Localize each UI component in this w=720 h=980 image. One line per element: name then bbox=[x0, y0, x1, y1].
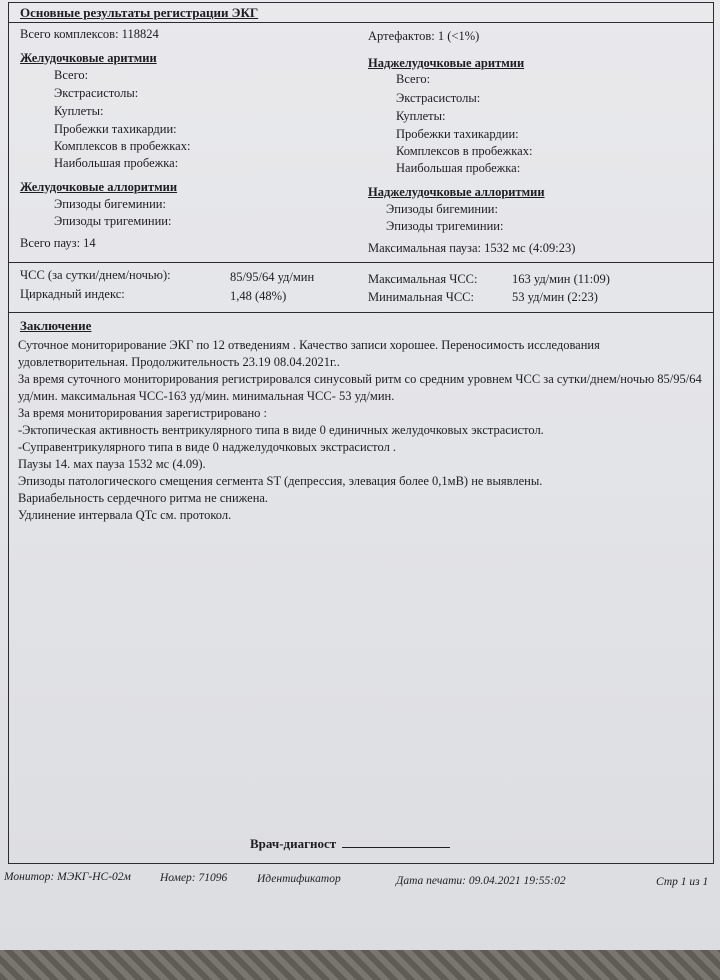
max-hr-value: 163 уд/мин (11:09) bbox=[512, 272, 610, 286]
supraventricular-allorhythmia-item: Эпизоды бигеминии: bbox=[386, 202, 498, 216]
conclusion-heading: Заключение bbox=[20, 318, 92, 333]
ventricular-allorhythmia-item: Эпизоды бигеминии: bbox=[54, 197, 166, 211]
conclusion-paragraph: За время мониторирования зарегистрировано : bbox=[18, 406, 268, 420]
summary-divider bbox=[8, 262, 714, 263]
signature-label: Врач-диагност bbox=[250, 836, 337, 851]
signature-line bbox=[342, 837, 450, 848]
conclusion-paragraph: -Суправентрикулярного типа в виде 0 наджелудочковых экстрасистол . bbox=[18, 440, 397, 454]
ventricular-allorhythmias-heading: Желудочковые аллоритмии bbox=[20, 180, 178, 194]
table-surface bbox=[0, 950, 720, 980]
supraventricular-arrhythmias-heading: Наджелудочковые аритмии bbox=[368, 56, 525, 70]
supraventricular-item: Экстрасистолы: bbox=[396, 91, 481, 105]
total-complexes: Всего комплексов: 118824 bbox=[20, 27, 159, 41]
supraventricular-allorhythmia-item: Эпизоды тригеминии: bbox=[386, 219, 504, 233]
ventricular-item: Куплеты: bbox=[54, 104, 104, 118]
footer-identifier: Идентификатор bbox=[257, 873, 341, 885]
max-pause: Максимальная пауза: 1532 мс (4:09:23) bbox=[368, 241, 576, 255]
ventricular-item: Экстрасистолы: bbox=[54, 86, 139, 100]
footer-print-date: Дата печати: 09.04.2021 19:55:02 bbox=[396, 875, 566, 887]
conclusion-paragraph: Вариабельность сердечного ритма не снижена. bbox=[18, 491, 269, 505]
ventricular-item: Наибольшая пробежка: bbox=[54, 156, 179, 170]
conclusion-divider bbox=[8, 312, 714, 313]
conclusion-paragraph: Удлинение интервала QTc см. протокол. bbox=[18, 508, 232, 522]
supraventricular-item: Пробежки тахикардии: bbox=[396, 127, 519, 141]
supraventricular-item: Всего: bbox=[396, 72, 431, 86]
supraventricular-allorhythmias-heading: Наджелудочковые аллоритмии bbox=[368, 185, 545, 199]
supraventricular-item: Куплеты: bbox=[396, 109, 446, 123]
title-divider bbox=[8, 22, 714, 23]
hr-value: 85/95/64 уд/мин bbox=[230, 270, 315, 284]
supraventricular-item: Комплексов в пробежках: bbox=[396, 144, 533, 158]
artifacts: Артефактов: 1 (<1%) bbox=[368, 29, 480, 43]
conclusion-text bbox=[18, 337, 708, 524]
ventricular-item: Пробежки тахикардии: bbox=[54, 122, 177, 136]
circadian-value: 1,48 (48%) bbox=[230, 289, 287, 303]
min-hr-value: 53 уд/мин (2:23) bbox=[512, 290, 598, 304]
conclusion-paragraph: Суточное мониторирование ЭКГ по 12 отведениям . Качество записи хорошее. Переносимость исследования удовлетворительная. Продолжительность 23.19 08.04.2021г.. bbox=[18, 338, 600, 369]
ventricular-arrhythmias-heading: Желудочковые аритмии bbox=[20, 51, 157, 65]
supraventricular-item: Наибольшая пробежка: bbox=[396, 161, 521, 175]
min-hr-label: Минимальная ЧСС: bbox=[368, 290, 474, 304]
hr-label: ЧСС (за сутки/днем/ночью): bbox=[20, 268, 171, 282]
signature-block bbox=[250, 836, 450, 852]
circadian-label: Циркадный индекс: bbox=[20, 287, 125, 301]
conclusion-paragraph: Паузы 14. мах пауза 1532 мс (4.09). bbox=[18, 457, 206, 471]
conclusion-paragraph: За время суточного мониторирования регистрировался синусовый ритм со средним уровнем ЧСС за сутки/днем/ночью 85/95/64 уд/мин. максимальная ЧСС-163 уд/мин. минимальная ЧСС- 53 уд/мин. bbox=[18, 372, 702, 403]
conclusion-paragraph: -Эктопическая активность вентрикулярного типа в виде 0 единичных желудочковых экстрасистол. bbox=[18, 423, 544, 437]
total-pauses: Всего пауз: 14 bbox=[20, 236, 96, 250]
footer-number: Номер: 71096 bbox=[160, 872, 228, 884]
ventricular-item: Всего: bbox=[54, 68, 89, 82]
conclusion-paragraph: Эпизоды патологического смещения сегмента ST (депрессия, элевация более 0,1мВ) не выявлены. bbox=[18, 474, 543, 488]
ventricular-allorhythmia-item: Эпизоды тригеминии: bbox=[54, 214, 172, 228]
footer-monitor: Монитор: МЭКГ-НС-02м bbox=[4, 871, 131, 883]
footer-page: Стр 1 из 1 bbox=[656, 876, 709, 888]
max-hr-label: Максимальная ЧСС: bbox=[368, 272, 478, 286]
ventricular-item: Комплексов в пробежках: bbox=[54, 139, 191, 153]
report-title: Основные результаты регистрации ЭКГ bbox=[20, 5, 259, 20]
